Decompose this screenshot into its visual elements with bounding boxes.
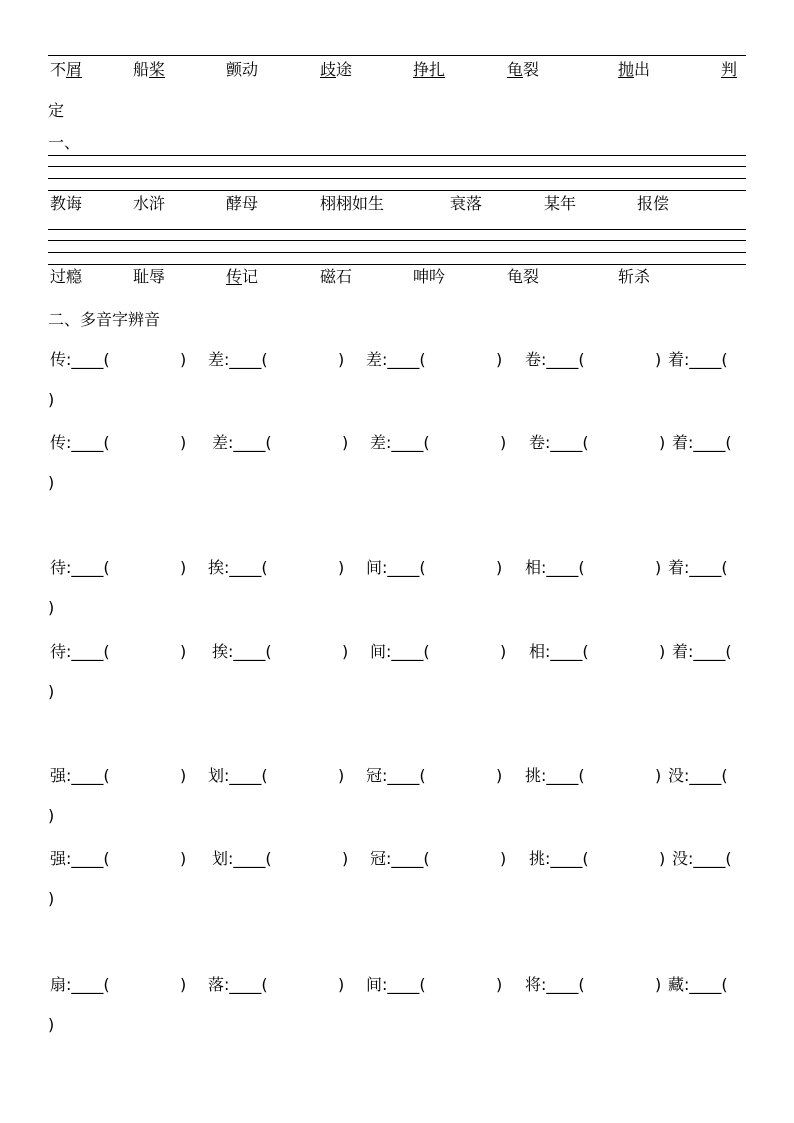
divider-line xyxy=(48,55,746,56)
polyphone-char: 着 xyxy=(668,350,685,369)
close-paren: ) xyxy=(655,975,662,994)
answer-blank[interactable]: :____( xyxy=(545,433,589,452)
close-paren: ) xyxy=(342,433,349,452)
answer-blank[interactable]: :____( xyxy=(228,642,272,661)
polyphone-char: 差 xyxy=(366,350,383,369)
answer-blank[interactable]: :____( xyxy=(382,766,426,785)
polyphone-item[interactable] xyxy=(212,640,272,664)
close-paren: ) xyxy=(180,849,187,868)
polyphone-char: 冠 xyxy=(366,766,383,785)
word-row-3 xyxy=(0,265,794,289)
polyphone-char: 强 xyxy=(50,849,67,868)
close-paren: ) xyxy=(500,642,507,661)
section-one-heading: 一、 xyxy=(48,133,81,152)
close-paren-wrap: ) xyxy=(48,682,55,701)
answer-blank[interactable]: :____( xyxy=(386,642,430,661)
close-paren: ) xyxy=(180,350,187,369)
polyphone-char: 冠 xyxy=(370,849,387,868)
close-paren-wrap: ) xyxy=(48,598,55,617)
word-text: 记 xyxy=(242,267,259,286)
close-paren: ) xyxy=(338,975,345,994)
answer-blank[interactable]: :____( xyxy=(545,642,589,661)
vocab-word xyxy=(226,58,258,82)
underlined-char: 传 xyxy=(226,267,243,286)
vocab-word xyxy=(50,58,82,82)
close-paren: ) xyxy=(655,350,662,369)
close-paren: ) xyxy=(338,766,345,785)
divider-line xyxy=(48,252,746,253)
underlined-char: 挣扎 xyxy=(413,60,446,79)
answer-blank[interactable]: :____( xyxy=(66,766,110,785)
underlined-char: 桨 xyxy=(149,60,166,79)
polyphone-row xyxy=(0,431,794,455)
answer-blank[interactable]: :____( xyxy=(66,433,110,452)
answer-blank[interactable]: :____( xyxy=(541,558,585,577)
answer-blank[interactable]: :____( xyxy=(382,558,426,577)
answer-blank[interactable]: :____( xyxy=(382,975,426,994)
answer-blank[interactable]: :____( xyxy=(688,642,732,661)
word-text: 途 xyxy=(336,60,353,79)
underlined-char: 判 xyxy=(721,60,738,79)
divider-line xyxy=(48,166,746,167)
word-row-1-wrap: 定 xyxy=(48,101,65,120)
polyphone-char: 传 xyxy=(50,433,67,452)
polyphone-char: 差 xyxy=(208,350,225,369)
vocab-word xyxy=(413,265,445,289)
answer-blank[interactable]: :____( xyxy=(66,642,110,661)
divider-line xyxy=(48,229,746,230)
vocab-word xyxy=(133,265,165,289)
answer-blank[interactable]: :____( xyxy=(541,766,585,785)
polyphone-row xyxy=(0,640,794,664)
polyphone-char: 间 xyxy=(370,642,387,661)
close-paren: ) xyxy=(496,766,503,785)
divider-line xyxy=(48,178,746,179)
underlined-char: 歧 xyxy=(320,60,337,79)
answer-blank[interactable]: :____( xyxy=(688,849,732,868)
polyphone-char: 将 xyxy=(525,975,542,994)
close-paren: ) xyxy=(342,642,349,661)
answer-blank[interactable]: :____( xyxy=(66,849,110,868)
answer-blank[interactable]: :____( xyxy=(66,350,110,369)
polyphone-char: 差 xyxy=(370,433,387,452)
answer-blank[interactable]: :____( xyxy=(541,350,585,369)
polyphone-item[interactable] xyxy=(529,847,589,871)
vocab-word: 报偿 xyxy=(637,194,670,213)
polyphone-char: 划 xyxy=(212,849,229,868)
polyphone-char: 着 xyxy=(668,558,685,577)
polyphone-item[interactable] xyxy=(529,431,589,455)
word-text: 斩杀 xyxy=(618,267,651,286)
answer-blank[interactable]: :____( xyxy=(684,558,728,577)
polyphone-char: 着 xyxy=(672,433,689,452)
vocab-word: 水浒 xyxy=(133,194,166,213)
answer-blank[interactable]: :____( xyxy=(224,766,268,785)
answer-blank[interactable]: :____( xyxy=(228,433,272,452)
close-paren-wrap: ) xyxy=(48,889,55,908)
vocab-word: 酵母 xyxy=(226,194,259,213)
answer-blank[interactable]: :____( xyxy=(386,433,430,452)
polyphone-item[interactable] xyxy=(50,640,110,664)
polyphone-item[interactable] xyxy=(366,973,426,997)
polyphone-char: 待 xyxy=(50,642,67,661)
answer-blank[interactable]: :____( xyxy=(541,975,585,994)
polyphone-row xyxy=(0,973,794,997)
close-paren: ) xyxy=(180,433,187,452)
close-paren: ) xyxy=(342,849,349,868)
vocab-word: 衰落 xyxy=(450,194,483,213)
divider-line xyxy=(48,155,746,156)
close-paren: ) xyxy=(500,433,507,452)
polyphone-char: 没 xyxy=(668,766,685,785)
close-paren-wrap: ) xyxy=(48,806,55,825)
polyphone-item[interactable] xyxy=(208,764,268,788)
vocab-word: 某年 xyxy=(544,194,577,213)
polyphone-char: 着 xyxy=(672,642,689,661)
polyphone-char: 没 xyxy=(672,849,689,868)
polyphone-item[interactable] xyxy=(525,556,585,580)
polyphone-char: 待 xyxy=(50,558,67,577)
polyphone-item[interactable] xyxy=(525,348,585,372)
polyphone-char: 卷 xyxy=(525,350,542,369)
polyphone-row xyxy=(0,847,794,871)
vocab-word xyxy=(618,265,650,289)
polyphone-item[interactable] xyxy=(366,556,426,580)
answer-blank[interactable]: :____( xyxy=(228,849,272,868)
polyphone-item[interactable] xyxy=(208,348,268,372)
polyphone-char: 相 xyxy=(529,642,546,661)
answer-blank[interactable]: :____( xyxy=(688,433,732,452)
polyphone-char: 挑 xyxy=(529,849,546,868)
word-row-1 xyxy=(0,58,794,82)
polyphone-char: 卷 xyxy=(529,433,546,452)
word-text: 不 xyxy=(50,60,67,79)
polyphone-char: 差 xyxy=(212,433,229,452)
close-paren: ) xyxy=(180,558,187,577)
close-paren: ) xyxy=(338,558,345,577)
polyphone-char: 挨 xyxy=(208,558,225,577)
polyphone-item[interactable] xyxy=(50,556,110,580)
close-paren: ) xyxy=(180,975,187,994)
close-paren: ) xyxy=(655,558,662,577)
vocab-word xyxy=(320,58,352,82)
vocab-word xyxy=(507,265,539,289)
polyphone-item[interactable] xyxy=(668,348,728,372)
underlined-char: 抛 xyxy=(618,60,635,79)
vocab-word xyxy=(507,58,539,82)
polyphone-item[interactable] xyxy=(50,847,110,871)
word-text: 出 xyxy=(634,60,651,79)
close-paren-wrap: ) xyxy=(48,1015,55,1034)
polyphone-item[interactable] xyxy=(672,431,732,455)
polyphone-item[interactable] xyxy=(370,847,430,871)
polyphone-char: 相 xyxy=(525,558,542,577)
vocab-word xyxy=(50,265,82,289)
vocab-word xyxy=(721,58,737,82)
polyphone-char: 间 xyxy=(366,975,383,994)
polyphone-char: 落 xyxy=(208,975,225,994)
polyphone-item[interactable] xyxy=(370,640,430,664)
word-text: 颤动 xyxy=(226,60,259,79)
vocab-word: 教诲 xyxy=(50,194,83,213)
polyphone-item[interactable] xyxy=(668,556,728,580)
divider-line xyxy=(48,190,746,191)
word-text: 磁石 xyxy=(320,267,353,286)
vocab-word xyxy=(133,58,165,82)
polyphone-item[interactable] xyxy=(366,348,426,372)
close-paren: ) xyxy=(338,350,345,369)
polyphone-item[interactable] xyxy=(50,348,110,372)
answer-blank[interactable]: :____( xyxy=(224,558,268,577)
polyphone-char: 藏 xyxy=(668,975,685,994)
answer-blank[interactable]: :____( xyxy=(66,558,110,577)
vocab-word: 栩栩如生 xyxy=(320,194,385,213)
polyphone-item[interactable] xyxy=(212,431,272,455)
polyphone-row xyxy=(0,348,794,372)
polyphone-char: 扇 xyxy=(50,975,67,994)
close-paren: ) xyxy=(500,849,507,868)
close-paren: ) xyxy=(180,766,187,785)
close-paren: ) xyxy=(496,975,503,994)
polyphone-item[interactable] xyxy=(668,764,728,788)
word-text: 耻辱 xyxy=(133,267,166,286)
polyphone-item[interactable] xyxy=(529,640,589,664)
polyphone-row xyxy=(0,764,794,788)
answer-blank[interactable]: :____( xyxy=(545,849,589,868)
polyphone-item[interactable] xyxy=(50,764,110,788)
answer-blank[interactable]: :____( xyxy=(224,350,268,369)
vocab-word xyxy=(618,58,650,82)
polyphone-item[interactable] xyxy=(525,764,585,788)
close-paren-wrap: ) xyxy=(48,390,55,409)
word-row-2 xyxy=(0,192,794,216)
word-text: 裂 xyxy=(523,60,540,79)
close-paren: ) xyxy=(496,350,503,369)
section-two-heading: 二、多音字辨音 xyxy=(48,310,161,329)
word-text: 龟裂 xyxy=(507,267,540,286)
vocab-word xyxy=(320,265,352,289)
polyphone-char: 划 xyxy=(208,766,225,785)
answer-blank[interactable]: :____( xyxy=(386,849,430,868)
polyphone-char: 挑 xyxy=(525,766,542,785)
polyphone-item[interactable] xyxy=(668,973,728,997)
underlined-char: 屑 xyxy=(66,60,83,79)
answer-blank[interactable]: :____( xyxy=(684,766,728,785)
polyphone-item[interactable] xyxy=(212,847,272,871)
polyphone-item[interactable] xyxy=(50,431,110,455)
answer-blank[interactable]: :____( xyxy=(382,350,426,369)
polyphone-item[interactable] xyxy=(208,973,268,997)
polyphone-item[interactable] xyxy=(208,556,268,580)
polyphone-item[interactable] xyxy=(50,973,110,997)
polyphone-char: 间 xyxy=(366,558,383,577)
polyphone-char: 强 xyxy=(50,766,67,785)
polyphone-item[interactable] xyxy=(370,431,430,455)
polyphone-char: 传 xyxy=(50,350,67,369)
polyphone-item[interactable] xyxy=(366,764,426,788)
close-paren: ) xyxy=(659,433,666,452)
polyphone-item[interactable] xyxy=(525,973,585,997)
close-paren: ) xyxy=(180,642,187,661)
close-paren: ) xyxy=(659,642,666,661)
answer-blank[interactable]: :____( xyxy=(66,975,110,994)
close-paren: ) xyxy=(659,849,666,868)
word-text: 船 xyxy=(133,60,150,79)
close-paren-wrap: ) xyxy=(48,473,55,492)
answer-blank[interactable]: :____( xyxy=(224,975,268,994)
polyphone-item[interactable] xyxy=(672,847,732,871)
word-text: 呻吟 xyxy=(413,267,446,286)
vocab-word xyxy=(226,265,258,289)
polyphone-item[interactable] xyxy=(672,640,732,664)
polyphone-char: 挨 xyxy=(212,642,229,661)
divider-line xyxy=(48,240,746,241)
vocab-word xyxy=(413,58,445,82)
underlined-char: 龟 xyxy=(507,60,524,79)
close-paren: ) xyxy=(655,766,662,785)
answer-blank[interactable]: :____( xyxy=(684,975,728,994)
word-text: 过瘾 xyxy=(50,267,83,286)
answer-blank[interactable]: :____( xyxy=(684,350,728,369)
close-paren: ) xyxy=(496,558,503,577)
polyphone-row xyxy=(0,556,794,580)
